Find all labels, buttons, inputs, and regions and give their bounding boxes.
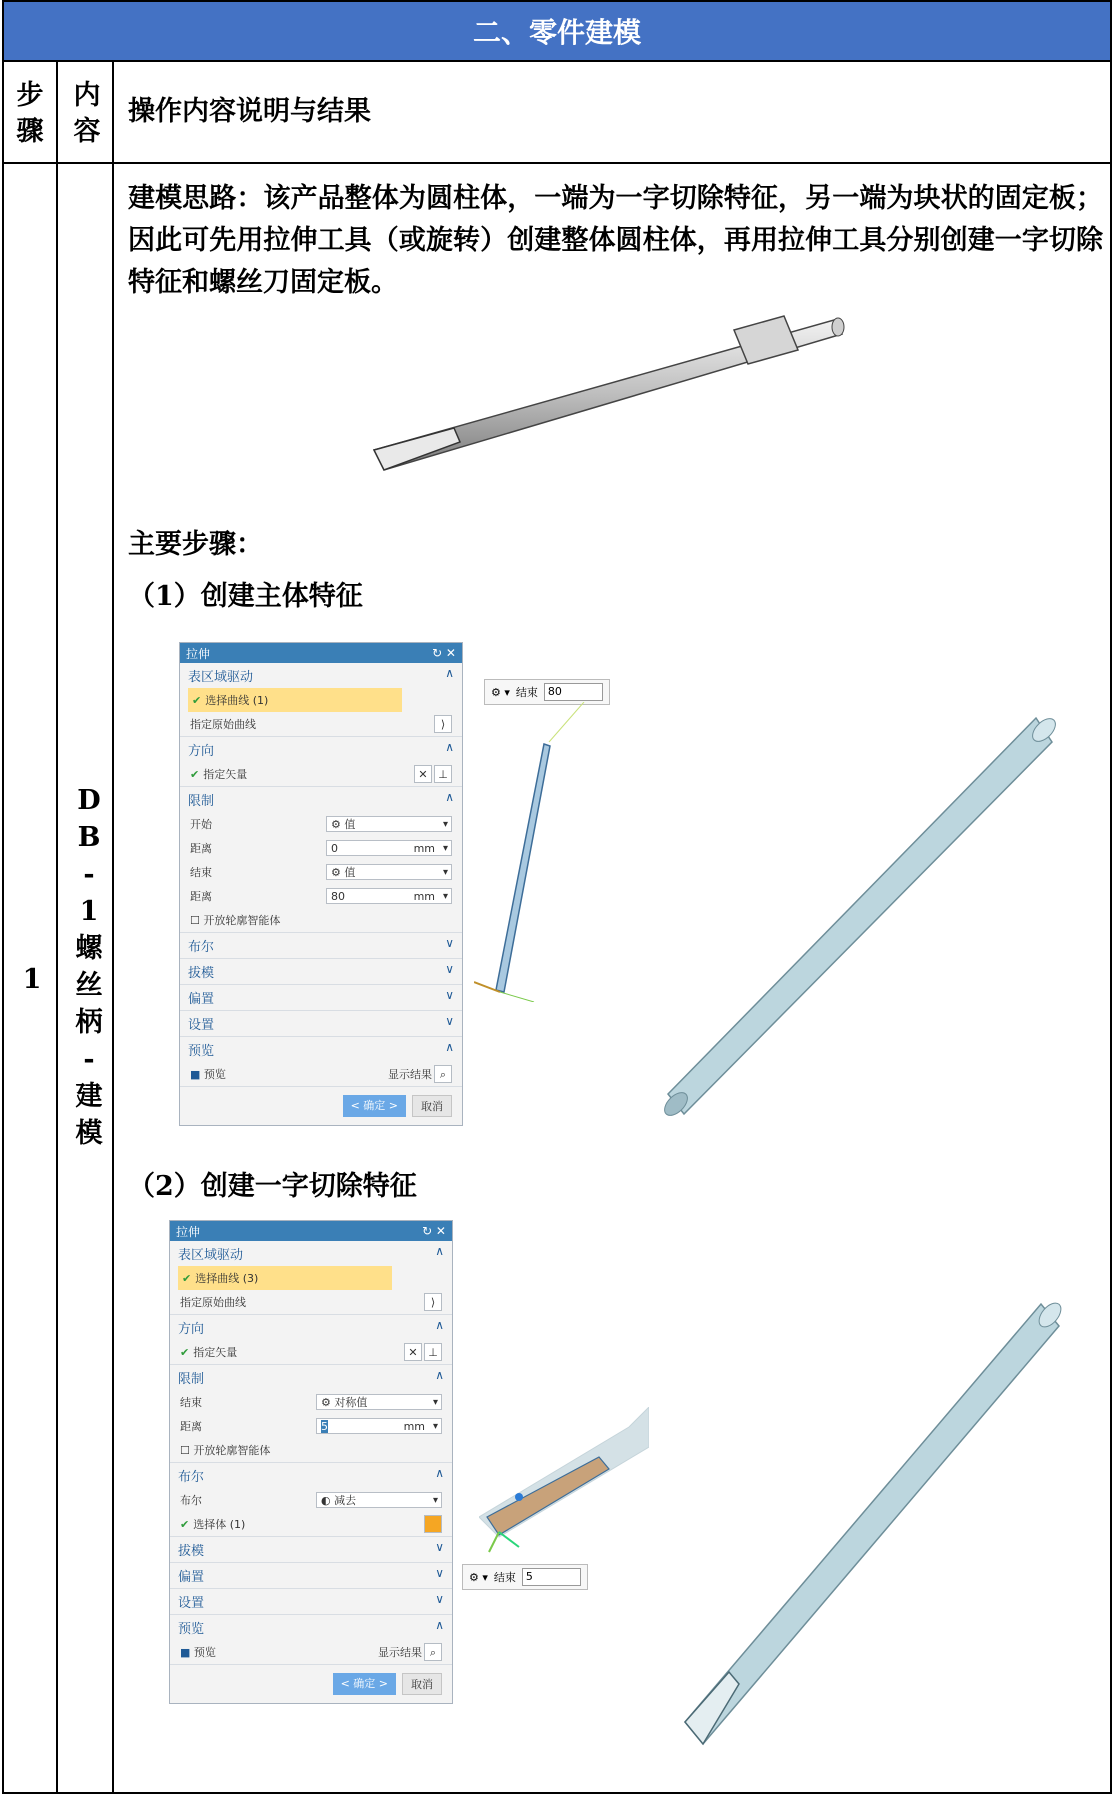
main-steps-heading: 主要步骤： <box>128 529 263 560</box>
axis-icon[interactable]: ⊥ <box>434 765 452 783</box>
extrude-dialog-2: 拉伸 ↻ ✕ 表区域驱动 ∧ ✔ 选择曲线 (3) 指定原始曲线 ⟩ 方向 ∧ ✔ 指定矢量 ✕ ⊥ 限制 ∧ 结束 ⚙ 对称值 ▾ 距离 5 mm ▾ ☐ 开放轮廓智能体 布尔 ∧ 布尔 ◐ 减去 ▾ ✔ 选择体 (1) 拔模 ∨ 偏置 ∨ 设置 ∨ 预览 ∧ ■ 预览 显示结果 ⌕ < 确定 > 取消 <box>169 1220 453 1704</box>
open-profile-checkbox[interactable]: 开放轮廓智能体 <box>193 1444 271 1457</box>
axis-icon[interactable]: ⊥ <box>424 1343 442 1361</box>
select-curve-row[interactable] <box>178 1266 392 1290</box>
ok-button[interactable]: < 确定 > <box>333 1673 396 1695</box>
section-direction[interactable]: 方向 <box>188 744 215 759</box>
distance-label: 距离 <box>190 842 212 855</box>
preview-label: 预览 <box>203 1068 226 1081</box>
vector-label: 指定矢量 <box>203 768 248 781</box>
extrude-dialog-1: 拉伸 ↻ ✕ 表区域驱动 ∧ ✔ 选择曲线 (1) 指定原始曲线 ⟩ 方向 ∧ ✔ 指定矢量 ✕ ⊥ 限制 ∧ 开始 ⚙ 值 ▾ 距离 0 mm ▾ 结束 ⚙ 值 ▾ 距离 80 mm ▾ ☐ 开放轮廓智能体 布尔 ∨ 拔模 ∨ 偏置 ∨ 设置 ∨ 预览 ∧ ■ 预览 显示结果 ⌕ < 确定 > 取消 <box>179 642 463 1126</box>
checked-box-icon[interactable]: ■ <box>180 1646 191 1659</box>
end-label: 结束 <box>190 866 212 879</box>
curve-icon[interactable]: ⟩ <box>434 715 452 733</box>
cylinder-result-1 <box>654 702 1064 1122</box>
chevron-up-icon[interactable]: ∧ <box>445 740 454 754</box>
content-label: D B - 1 螺 丝 柄 - 建 模 <box>75 785 103 1149</box>
section-offset[interactable]: 偏置 <box>188 992 215 1007</box>
distance-input[interactable]: 5 mm ▾ <box>316 1418 442 1434</box>
gear-icon[interactable]: ⚙ ▾ <box>469 1570 488 1584</box>
chevron-down-icon[interactable]: ∨ <box>435 1566 444 1580</box>
chevron-up-icon[interactable]: ∧ <box>435 1466 444 1480</box>
mini-end-label: 结束 <box>493 1571 516 1584</box>
section-draft[interactable]: 拔模 <box>178 1544 205 1559</box>
section-direction[interactable]: 方向 <box>178 1322 205 1337</box>
mini-end-input[interactable]: 80 <box>544 683 603 701</box>
step-number: 1 <box>22 964 42 995</box>
cube-icon[interactable] <box>424 1515 442 1533</box>
magnifier-icon[interactable]: ⌕ <box>434 1065 452 1083</box>
vector-label: 指定矢量 <box>193 1346 238 1359</box>
start-select[interactable]: ⚙ 值 ▾ <box>326 816 452 832</box>
magnifier-icon[interactable]: ⌕ <box>424 1643 442 1661</box>
end-label: 结束 <box>180 1396 202 1409</box>
chevron-up-icon[interactable]: ∧ <box>445 666 454 680</box>
chevron-down-icon[interactable]: ∨ <box>435 1540 444 1554</box>
preview-label: 预览 <box>193 1646 216 1659</box>
gear-icon[interactable]: ⚙ ▾ <box>491 685 510 699</box>
show-result-label: 显示结果 <box>388 1068 432 1081</box>
orig-curve-label: 指定原始曲线 <box>190 718 256 731</box>
chevron-down-icon[interactable]: ∨ <box>445 988 454 1002</box>
section-preview[interactable]: 预览 <box>188 1044 215 1059</box>
section-limits[interactable]: 限制 <box>188 794 215 809</box>
check-icon: ✔ <box>180 1518 190 1531</box>
cancel-button[interactable]: 取消 <box>402 1673 442 1695</box>
open-profile-checkbox[interactable]: 开放轮廓智能体 <box>203 914 281 927</box>
section-bool[interactable]: 布尔 <box>188 940 215 955</box>
chevron-down-icon[interactable]: ∨ <box>435 1592 444 1606</box>
step2-heading: （2）创建一字切除特征 <box>128 1171 417 1202</box>
select-body-label: 选择体 (1) <box>193 1518 246 1531</box>
section-bool[interactable]: 布尔 <box>178 1470 205 1485</box>
select-curve-label: 选择曲线 (1) <box>205 694 269 707</box>
section-preview[interactable]: 预览 <box>178 1622 205 1637</box>
section-offset[interactable]: 偏置 <box>178 1570 205 1585</box>
check-icon: ✔ <box>190 768 200 781</box>
bool-select[interactable]: ◐ 减去 ▾ <box>316 1492 442 1508</box>
screwdriver-render <box>364 302 864 492</box>
section-draft[interactable]: 拔模 <box>188 966 215 981</box>
close-icon[interactable]: ↻ ✕ <box>422 1224 446 1238</box>
viewport-preview-2 <box>479 1407 649 1557</box>
section-settings[interactable]: 设置 <box>188 1018 215 1033</box>
cancel-button[interactable]: 取消 <box>412 1095 452 1117</box>
section-limits[interactable]: 限制 <box>178 1372 205 1387</box>
chevron-up-icon[interactable]: ∧ <box>445 1040 454 1054</box>
distance-label: 距离 <box>180 1420 202 1433</box>
section-region[interactable]: 表区域驱动 <box>188 670 254 685</box>
col-divider-1 <box>56 62 58 1792</box>
checked-box-icon[interactable]: ■ <box>190 1068 201 1081</box>
ok-button[interactable]: < 确定 > <box>343 1095 406 1117</box>
document-table <box>2 0 1112 1794</box>
chevron-up-icon[interactable]: ∧ <box>435 1244 444 1258</box>
dialog-title: 拉伸 <box>186 646 211 661</box>
chevron-up-icon[interactable]: ∧ <box>435 1368 444 1382</box>
chevron-up-icon[interactable]: ∧ <box>435 1618 444 1632</box>
select-curve-row[interactable] <box>188 688 402 712</box>
header-content: 内 容 <box>73 80 101 147</box>
check-icon: ✔ <box>192 694 202 707</box>
show-result-label: 显示结果 <box>378 1646 422 1659</box>
chevron-up-icon[interactable]: ∧ <box>435 1318 444 1332</box>
chevron-down-icon[interactable]: ∨ <box>445 962 454 976</box>
viewport-preview-1 <box>474 702 604 1002</box>
end-mini-toolbar-2 <box>462 1564 588 1590</box>
end-select[interactable]: ⚙ 值 ▾ <box>326 864 452 880</box>
modeling-idea: 建模思路：该产品整体为圆柱体，一端为一字切除特征，另一端为块状的固定板；因此可先用拉伸工具（或旋转）创建整体圆柱体，再用拉伸工具分别创建一字切除特征和螺丝刀固定板。 <box>128 183 1103 298</box>
section-title: 二、零件建模 <box>4 2 1110 62</box>
dialog-title: 拉伸 <box>176 1224 201 1239</box>
bool-label: 布尔 <box>180 1494 202 1507</box>
reverse-icon[interactable]: ✕ <box>414 765 432 783</box>
header-step: 步 骤 <box>16 80 44 147</box>
close-icon[interactable]: ↻ ✕ <box>432 646 456 660</box>
chevron-up-icon[interactable]: ∧ <box>445 790 454 804</box>
cylinder-result-2 <box>669 1292 1069 1752</box>
section-settings[interactable]: 设置 <box>178 1596 205 1611</box>
header-row <box>4 62 1110 164</box>
curve-icon[interactable]: ⟩ <box>424 1293 442 1311</box>
select-curve-label: 选择曲线 (3) <box>195 1272 259 1285</box>
check-icon: ✔ <box>182 1272 192 1285</box>
end-select[interactable]: ⚙ 对称值 ▾ <box>316 1394 442 1410</box>
check-icon: ✔ <box>180 1346 190 1359</box>
mini-end-input[interactable]: 5 <box>522 1568 581 1586</box>
step1-heading: （1）创建主体特征 <box>128 581 363 612</box>
mini-end-label: 结束 <box>515 686 538 699</box>
chevron-down-icon[interactable]: ∨ <box>445 936 454 950</box>
end-distance-input[interactable]: 80 mm ▾ <box>326 888 452 904</box>
reverse-icon[interactable]: ✕ <box>404 1343 422 1361</box>
orig-curve-label: 指定原始曲线 <box>180 1296 246 1309</box>
start-label: 开始 <box>190 818 212 831</box>
chevron-down-icon[interactable]: ∨ <box>445 1014 454 1028</box>
start-distance-input[interactable]: 0 mm ▾ <box>326 840 452 856</box>
section-region[interactable]: 表区域驱动 <box>178 1248 244 1263</box>
header-description: 操作内容说明与结果 <box>128 96 371 127</box>
distance-label: 距离 <box>190 890 212 903</box>
